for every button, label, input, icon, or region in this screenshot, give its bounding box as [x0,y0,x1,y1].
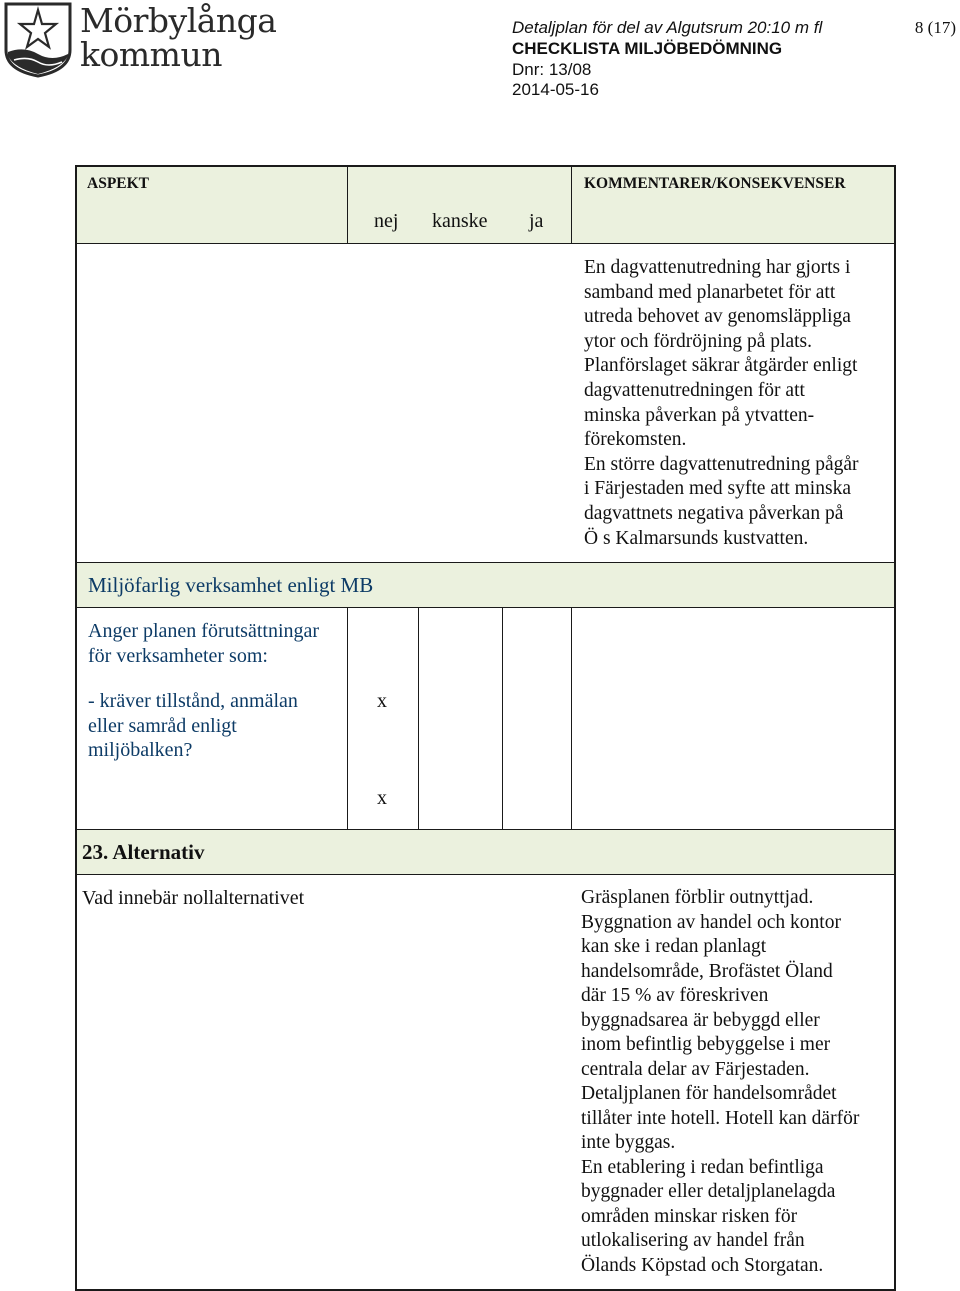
municipality-logo-text [80,1,277,74]
comment-line: dagvattenutredningen för att [584,379,805,401]
comment-line: Gräsplanen förblir outnyttjad. [581,887,814,908]
comment-line: samband med planarbetet för att [584,281,836,303]
document-dnr: Dnr: 13/08 [512,60,592,79]
question-line: för verksamheter som: [88,644,268,667]
section-heading-miljofarlig: Miljöfarlig verksamhet enligt MB [88,573,374,597]
comment-line: En etablering i redan befintliga [581,1156,824,1178]
comment-line: inom befintlig bebyggelse i mer [581,1034,831,1055]
column-header-kanske: kanske [432,210,488,232]
comment-line: En dagvattenutredning har gjorts i [584,257,851,278]
question-nollalternativ: Vad innebär nollalternativet [82,887,305,909]
page-number: 8 (17) [914,18,956,37]
comment-line: minska påverkan på ytvatten- [584,404,815,426]
question-line: - kräver tillstånd, anmälan [88,690,298,712]
document-date: 2014-05-16 [512,80,599,99]
nej-mark: x [377,690,387,712]
municipality-emblem-icon [4,2,72,78]
column-header-nej: nej [374,210,399,232]
comment-line: Detaljplanen för handelsområdet [581,1083,837,1104]
document-subtitle: CHECKLISTA MILJÖBEDÖMNING [512,39,783,58]
question-line: miljöbalken? [88,739,193,761]
comment-line: kan ske i redan planlagt [581,936,767,957]
question-anger [88,619,346,668]
column-header-aspect: ASPEKT [87,175,150,192]
comment-line: Ö s Kalmarsunds kustvatten. [584,527,809,549]
comment-line: Byggnation av handel och kontor [581,911,841,933]
question-line: eller samråd enligt [88,714,237,737]
comment-line: i Färjestaden med syfte att minska [584,478,851,500]
brand-line-1: Mörbylånga [80,1,277,40]
column-header-ja: ja [529,210,544,232]
comment-line: handelsområde, Brofästet Öland [581,960,833,982]
document-title: Detaljplan för del av Algutsrum 20:10 m fl [512,18,823,37]
comment-line: Planförslaget säkrar åtgärder enligt [584,355,858,377]
comment-line: centrala delar av Färjestaden. [581,1058,810,1080]
comment-line: utreda behovet av genomsläppliga [584,306,851,328]
nollalternativ-comment [581,886,894,1278]
comment-line: inte byggas. [581,1132,676,1153]
comment-line: utlokalisering av handel från [581,1230,805,1251]
comment-line: förekomsten. [584,429,687,451]
comment-line: dagvattnets negativa påverkan på [584,502,844,524]
comment-line: byggnader eller detaljplanelagda [581,1181,836,1202]
comment-line: tillåter inte hotell. Hotell kan därför [581,1107,860,1129]
column-header-comments: KOMMENTARER/KONSEKVENSER [584,175,846,192]
comment-line: där 15 % av föreskriven [581,985,769,1006]
question-kraver [88,689,346,763]
comment-line: En större dagvattenutredning pågår [584,453,859,475]
brand-line-2: kommun [80,35,222,74]
section-heading-alternativ: 23. Alternativ [82,840,205,864]
dagvatten-comment [584,256,894,551]
comment-line: områden minskar risken för [581,1205,798,1227]
comment-line: ytor och fördröjning på plats. [584,330,812,352]
comment-line: byggnadsarea är bebyggd eller [581,1009,820,1031]
comment-line: Ölands Köpstad och Storgatan. [581,1254,824,1276]
nej-mark: x [377,787,387,809]
question-line: Anger planen förutsättningar [88,620,320,642]
